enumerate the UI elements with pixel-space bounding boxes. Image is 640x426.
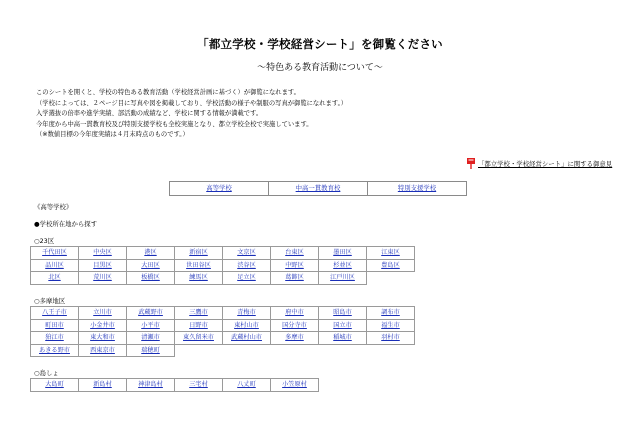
- ward-link[interactable]: 千代田区: [42, 249, 67, 256]
- grid-cell: [127, 307, 175, 320]
- grid-cell-empty: [367, 272, 415, 285]
- grid-cell-empty: [271, 344, 319, 357]
- city-link[interactable]: 国立市: [333, 321, 352, 329]
- grid-cell: [223, 379, 271, 392]
- grid-cell: [271, 272, 319, 285]
- ward-link[interactable]: 品川区: [45, 261, 64, 269]
- page-subtitle: ～特色ある教育活動について～: [257, 63, 383, 73]
- grid-cell: [79, 259, 127, 272]
- ward-link[interactable]: 練馬区: [189, 274, 208, 281]
- town-link[interactable]: 新島村: [93, 381, 112, 388]
- grid-cell: [175, 247, 223, 260]
- ward-link[interactable]: 中央区: [93, 249, 112, 256]
- city-link[interactable]: 羽村市: [381, 334, 400, 341]
- grid-cell: [79, 247, 127, 260]
- ward-link[interactable]: 江東区: [381, 249, 400, 256]
- grid-cell: [271, 379, 319, 392]
- intro-text: [36, 88, 347, 141]
- ward-link[interactable]: 文京区: [237, 249, 256, 256]
- ward-link[interactable]: 渋谷区: [237, 261, 256, 269]
- city-link[interactable]: 東大和市: [90, 334, 115, 341]
- mailbox-icon: [466, 157, 476, 169]
- grid-cell: [223, 272, 271, 285]
- city-link[interactable]: 昭島市: [333, 309, 352, 316]
- city-link[interactable]: 東村山市: [234, 321, 259, 329]
- grid-cell: [319, 247, 367, 260]
- city-link[interactable]: 青梅市: [237, 309, 256, 316]
- city-link[interactable]: 立川市: [93, 309, 112, 316]
- town-link[interactable]: 三宅村: [189, 381, 208, 388]
- city-link[interactable]: 調布市: [381, 309, 400, 316]
- ward-link[interactable]: 葛飾区: [285, 274, 304, 281]
- intro-line: このシートを開くと、学校の特色ある教育活動（学校経営計画に基づく）が御覧になれます。: [36, 89, 300, 96]
- school-type-nav: [169, 181, 467, 196]
- intro-line: 今年度から中高一貫教育校及び特別支援学校も全校実施となり、都立学校全校で実施しています。: [36, 120, 313, 128]
- ward-link[interactable]: 大田区: [141, 261, 160, 269]
- ward-link[interactable]: 足立区: [237, 274, 256, 281]
- city-link[interactable]: あきる野市: [39, 346, 70, 354]
- city-link[interactable]: 武蔵野市: [138, 309, 163, 316]
- grid-cell: [127, 259, 175, 272]
- grid-cell-empty: [366, 379, 413, 392]
- grid-cell-empty: [319, 379, 367, 392]
- city-link[interactable]: 福生市: [381, 321, 400, 329]
- city-link[interactable]: 狛江市: [45, 334, 64, 341]
- grid-cell: [175, 272, 223, 285]
- area-label-tama: ○多摩地区: [34, 297, 66, 305]
- city-link[interactable]: 小平市: [141, 321, 160, 329]
- grid-cell: [79, 332, 127, 345]
- grid-cell: [367, 307, 415, 320]
- ward-link[interactable]: 杉並区: [333, 261, 352, 269]
- grid-cell: [271, 332, 319, 345]
- grid-cell: [31, 344, 79, 357]
- city-link[interactable]: 日野市: [189, 321, 208, 329]
- grid-cell: [367, 259, 415, 272]
- grid-cell: [79, 319, 127, 332]
- grid-cell: [367, 247, 415, 260]
- intro-line: 入学選抜の倍率や進学実績、部活動の成績など、学校に関する情報が満載です。: [36, 110, 263, 118]
- city-link[interactable]: 三鷹市: [189, 309, 208, 316]
- grid-cell-empty: [175, 344, 223, 357]
- grid-cell: [79, 379, 127, 392]
- grid-cell: [127, 344, 175, 357]
- grid-cell: [127, 247, 175, 260]
- grid-cell-empty: [319, 344, 367, 357]
- grid-cell: [319, 307, 367, 320]
- islands-grid: [30, 378, 413, 392]
- city-link[interactable]: 国分寺市: [282, 321, 307, 329]
- search-by-location-label: ●学校所在地から探す: [34, 220, 98, 228]
- grid-cell: [175, 307, 223, 320]
- ward-link[interactable]: 台東区: [285, 249, 304, 256]
- grid-cell: [127, 319, 175, 332]
- city-link[interactable]: 稲城市: [333, 334, 352, 341]
- town-link[interactable]: 神津島村: [138, 381, 163, 388]
- city-link[interactable]: 西東京市: [90, 346, 115, 354]
- grid-cell: [367, 332, 415, 345]
- grid-cell-empty: [223, 344, 271, 357]
- page-title: 「都立学校・学校経営シート」を御覧ください: [197, 37, 443, 51]
- city-link[interactable]: 瑞穂町: [141, 346, 160, 354]
- city-link[interactable]: 武蔵村山市: [231, 334, 262, 341]
- grid-cell: [175, 319, 223, 332]
- ward-link[interactable]: 港区: [144, 249, 157, 256]
- town-link[interactable]: 小笠原村: [282, 381, 307, 388]
- grid-cell: [79, 344, 127, 357]
- grid-cell: [31, 272, 79, 285]
- city-link[interactable]: 清瀬市: [141, 334, 160, 341]
- tama-grid: [30, 306, 415, 357]
- ward-link[interactable]: 世田谷区: [186, 261, 211, 269]
- section-heading: 《高等学校》: [34, 203, 73, 211]
- grid-cell: [271, 319, 319, 332]
- grid-cell: [223, 307, 271, 320]
- ward-link[interactable]: 板橋区: [141, 274, 160, 281]
- opinion-link[interactable]: 「都立学校・学校経営シート」に関する御意見: [478, 159, 613, 168]
- ward-link[interactable]: 墨田区: [333, 249, 352, 256]
- grid-cell: [31, 379, 79, 392]
- area-label-islands: ○島しょ: [34, 369, 59, 377]
- ward-link[interactable]: 豊島区: [381, 261, 400, 269]
- ward-link[interactable]: 北区: [48, 274, 61, 281]
- grid-cell: [319, 272, 367, 285]
- ward-link[interactable]: 中野区: [285, 261, 304, 269]
- grid-cell: [175, 259, 223, 272]
- grid-cell: [223, 259, 271, 272]
- city-link[interactable]: 町田市: [45, 321, 64, 329]
- grid-cell: [223, 319, 271, 332]
- town-link[interactable]: 大島町: [45, 381, 64, 388]
- ward-link[interactable]: 新宿区: [189, 249, 208, 256]
- grid-cell: [319, 319, 367, 332]
- city-link[interactable]: 多摩市: [285, 334, 304, 341]
- grid-cell: [175, 332, 223, 345]
- town-link[interactable]: 八丈町: [237, 381, 256, 388]
- tab-secondary-school[interactable]: 中高一貫教育校: [268, 182, 367, 195]
- ward-grid: [30, 246, 415, 285]
- tab-high-school[interactable]: 高等学校: [206, 184, 232, 192]
- grid-cell: [319, 259, 367, 272]
- grid-cell: [271, 259, 319, 272]
- grid-cell: [223, 247, 271, 260]
- grid-cell: [175, 379, 223, 392]
- city-link[interactable]: 小金井市: [90, 321, 115, 329]
- area-label-23ku: ○23区: [34, 237, 55, 245]
- grid-cell: [79, 272, 127, 285]
- ward-link[interactable]: 江戸川区: [330, 274, 355, 281]
- grid-cell: [31, 319, 79, 332]
- city-link[interactable]: 東久留米市: [183, 334, 214, 341]
- grid-cell: [127, 272, 175, 285]
- grid-cell: [367, 319, 415, 332]
- grid-cell-empty: [367, 344, 415, 357]
- city-link[interactable]: 府中市: [285, 309, 304, 316]
- grid-cell: [271, 247, 319, 260]
- intro-line: （※数値目標の今年度実績は４月末時点のものです。）: [36, 131, 189, 139]
- intro-line: （学校によっては、２ページ目に写真や図を掲載しており、学校活動の様子や制服の写真が御覧になれます。）: [36, 99, 348, 107]
- tab-special-support-school[interactable]: 特別支援学校: [367, 182, 466, 195]
- grid-cell: [31, 307, 79, 320]
- grid-cell: [223, 332, 271, 345]
- grid-cell: [319, 332, 367, 345]
- city-link[interactable]: 八王子市: [42, 309, 67, 316]
- grid-cell: [127, 379, 175, 392]
- grid-cell: [271, 307, 319, 320]
- grid-cell: [31, 332, 79, 345]
- grid-cell: [127, 332, 175, 345]
- grid-cell: [31, 259, 79, 272]
- grid-cell: [31, 247, 79, 260]
- ward-link[interactable]: 目黒区: [93, 261, 112, 269]
- ward-link[interactable]: 荒川区: [93, 274, 112, 281]
- opinion-link-block[interactable]: [466, 157, 612, 169]
- grid-cell: [79, 307, 127, 320]
